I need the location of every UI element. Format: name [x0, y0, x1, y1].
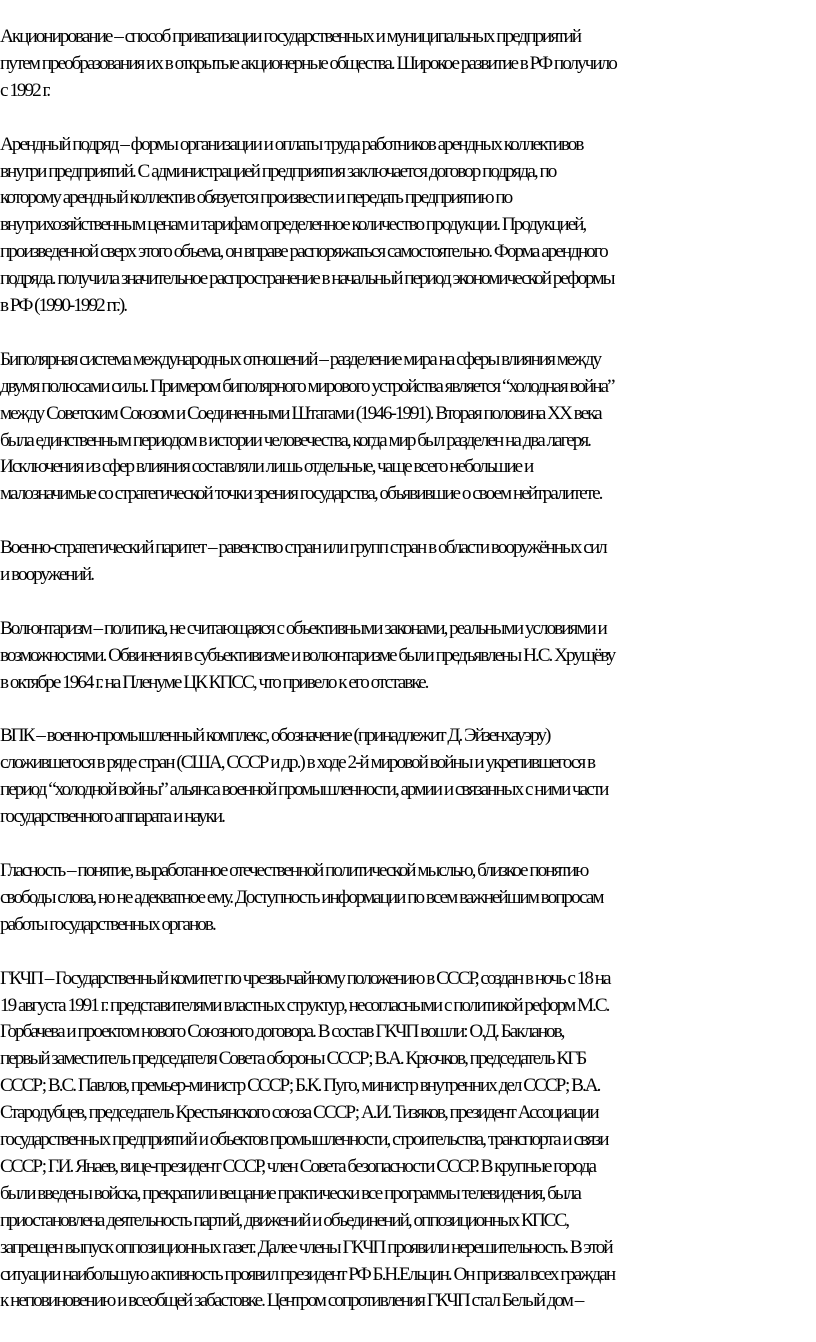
text-line: Волюнтаризм – политика, не считающаяся с объективными законами, реальными условиями и [0, 617, 606, 639]
text-line: работы государственных органов. [0, 913, 215, 935]
text-line: произведенной сверх этого объема, он вправе распоряжаться самостоятельно. Форма арендного [0, 241, 607, 263]
paragraph-voenno-strategicheskiy-paritet [0, 535, 816, 589]
text-line: ГКЧП – Государственный комитет по чрезвычайному положению в СССР, создан в ночь с 18 на [0, 967, 610, 989]
text-line: в РФ (1990-1992 гг.). [0, 295, 127, 317]
text-line: СССР; Г.И. Янаев, вице-президент СССР, член Совета безопасности СССР. В крупные города [0, 1155, 596, 1177]
text-line: Горбачева и проектом нового Союзного договора. В состав ГКЧП вошли: О.Д. Бакланов, [0, 1021, 564, 1043]
text-line: внутри предприятий. С администрацией предприятия заключается договор подряда, по [0, 160, 556, 182]
text-line: которому арендный коллектив обязуется произвести и передать предприятию по [0, 187, 512, 209]
text-line: первый заместитель председателя Совета обороны СССР; В.А. Крючков, председатель КГБ [0, 1048, 586, 1070]
paragraph-glasnost [0, 858, 816, 939]
text-line: малозначимые со стратегической точки зрения государства, объявившие о своем нейтралитете. [0, 483, 602, 505]
text-line: и вооружений. [0, 564, 93, 586]
text-line: Биполярная система международных отношений – разделение мира на сферы влияния между [0, 348, 601, 370]
text-line: приостановлена деятельность партий, движений и объединений, оппозиционных КПСС, [0, 1209, 569, 1231]
text-line: путем преобразования их в открытые акционерные общества. Широкое развитие в РФ получило [0, 52, 616, 74]
text-line: сложившегося в ряде стран (США, СССР и др.) в ходе 2-й мировой войны и укрепившегося в [0, 752, 595, 774]
text-line: Акционирование – способ приватизации государственных и муниципальных предприятий [0, 26, 581, 47]
paragraph-gkchp [0, 966, 816, 1316]
text-line: подряда. получила значительное распространение в начальный период экономической реформы [0, 268, 614, 290]
document-body [0, 24, 816, 1342]
text-line: с 1992 г. [0, 79, 49, 101]
text-line: государственных предприятий и объектов промышленности, строительства, транспорта и связи [0, 1129, 608, 1151]
text-line: Военно-стратегический паритет – равенство стран или групп стран в области вооружённых сил [0, 537, 606, 559]
text-line: Исключения из сфер влияния составляли лишь отдельные, чаще всего небольшие и [0, 456, 533, 478]
text-line: была единственным периодом в истории человечества, когда мир был разделен на два лагеря. [0, 429, 590, 451]
paragraph-arendnyi-podryad [0, 132, 816, 320]
text-line: между Советским Союзом и Соединенными Штатами (1946-1991). Вторая половина XX века [0, 402, 601, 424]
paragraph-aktsionirovanie [0, 24, 816, 105]
text-line: Арендный подряд – формы организации и оплаты труда работников арендных коллективов [0, 133, 583, 155]
paragraph-vpk [0, 723, 816, 831]
text-line: Гласность – понятие, выработанное отечественной политической мыслью, близкое понятию [0, 860, 588, 881]
text-line: возможностями. Обвинения в субъективизме и волюнтаризме были предъявлены Н.С. Хрущёву [0, 644, 615, 666]
text-line: ситуации наибольшую активность проявил президент РФ Б.Н.Ельцин. Он призвал всех граждан [0, 1263, 615, 1285]
text-line: Стародубцев, председатель Крестьянского союза СССР; А.И. Тизяков, президент Ассоциации [0, 1102, 598, 1124]
text-line: свободы слова, но не адекватное ему. Доступность информации по всем важнейшим вопросам [0, 886, 603, 908]
text-line: были введены войска, прекратили вещание практически все программы телевидения, была [0, 1182, 580, 1204]
text-line: государственного аппарата и науки. [0, 806, 224, 828]
text-line: к неповиновению и всеобщей забастовке. Центром сопротивления ГКЧП стал Белый дом – [0, 1290, 583, 1312]
text-line: СССР; В.С. Павлов, премьер-министр СССР; Б.К. Пуго, министр внутренних дел СССР; В.А. [0, 1075, 600, 1097]
text-line: в октябре 1964 г. на Пленуме ЦК КПСС, что привело к его отставке. [0, 671, 428, 693]
text-line: двумя полюсами силы. Примером биполярного мирового устройства является “холодная война” [0, 375, 614, 397]
paragraph-volyuntarizm [0, 616, 816, 697]
paragraph-bipolyarnaya-sistema [0, 347, 816, 508]
text-line: внутрихозяйственным ценам и тарифам определенное количество продукции. Продукцией, [0, 214, 586, 236]
text-line: запрещен выпуск оппозиционных газет. Далее члены ГКЧП проявили нерешительность. В этой [0, 1236, 612, 1258]
text-line: ВПК – военно-промышленный комплекс, обозначение (принадлежит Д. Эйзенхауэру) [0, 725, 550, 747]
text-line: период “холодной войны” альянса военной промышленности, армии и связанных с ними части [0, 779, 608, 801]
text-line: 19 августа 1991 г. представителями властных структур, несогласными с политикой реформ М.С. [0, 994, 609, 1016]
